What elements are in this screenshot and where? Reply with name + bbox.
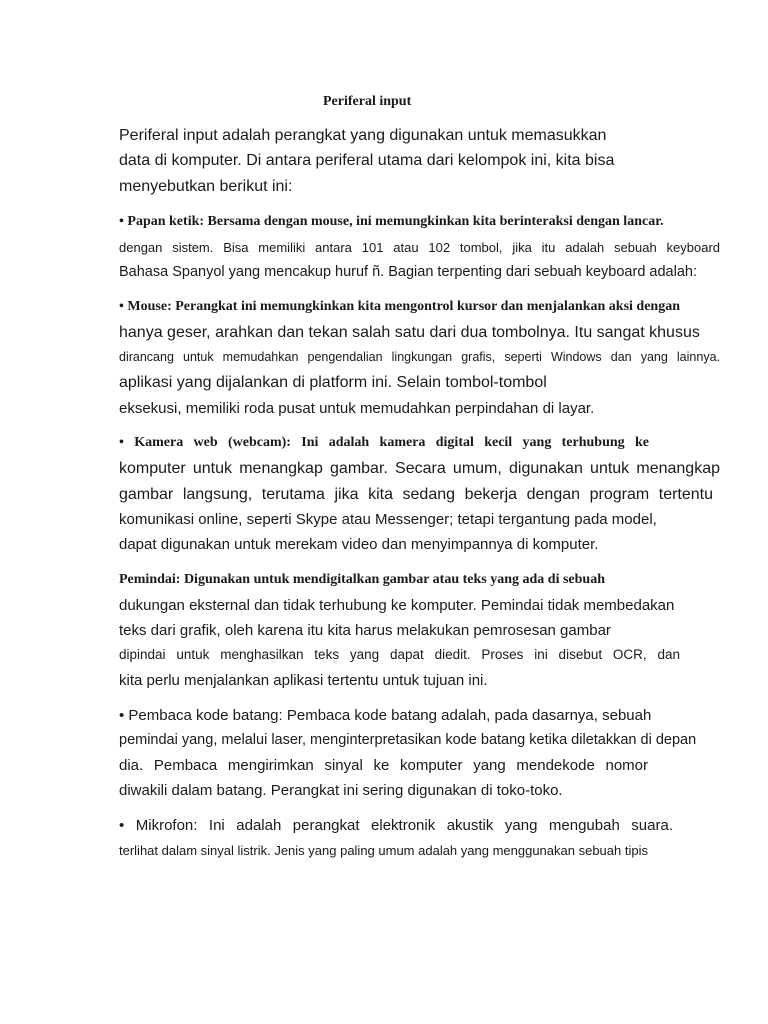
keyboard-heading: • Papan ketik: Bersama dengan mouse, ini memungkinkan kita berinteraksi dengan lancar. <box>119 214 664 229</box>
microphone-heading: • Mikrofon: Ini adalah perangkat elektronik akustik yang mengubah suara. <box>119 817 673 834</box>
microphone-line-2: terlihat dalam sinyal listrik. Jenis yang paling umum adalah yang menggunakan sebuah tipis <box>119 843 648 858</box>
scanner-line-4: dipindai untuk menghasilkan teks yang dapat diedit. Proses ini disebut OCR, dan <box>119 647 680 662</box>
page-title: Periferal input <box>323 94 412 109</box>
keyboard-line-2: dengan sistem. Bisa memiliki antara 101 atau 102 tombol, jika itu adalah sebuah keyboard <box>119 240 720 255</box>
mouse-line-2: hanya geser, arahkan dan tekan salah satu dari dua tombolnya. Itu sangat khusus <box>119 324 700 341</box>
webcam-heading: • Kamera web (webcam): Ini adalah kamera digital kecil yang terhubung ke <box>119 435 649 450</box>
barcode-line-3: dia. Pembaca mengirimkan sinyal ke komputer yang mendekode nomor <box>119 757 648 774</box>
mouse-line-5: eksekusi, memiliki roda pusat untuk memudahkan perpindahan di layar. <box>119 400 595 417</box>
keyboard-line-3: Bahasa Spanyol yang mencakup huruf ñ. Bagian terpenting dari sebuah keyboard adalah: <box>119 264 697 280</box>
webcam-line-4: komunikasi online, seperti Skype atau Messenger; tetapi tergantung pada model, <box>119 511 657 528</box>
intro-line-2: data di komputer. Di antara periferal utama dari kelompok ini, kita bisa <box>119 152 615 169</box>
webcam-line-2: komputer untuk menangkap gambar. Secara umum, digunakan untuk menangkap <box>119 460 720 477</box>
barcode-line-2: pemindai yang, melalui laser, menginterpretasikan kode batang ketika diletakkan di depan <box>119 732 697 748</box>
scanner-line-3: teks dari grafik, oleh karena itu kita harus melakukan pemrosesan gambar <box>119 622 611 639</box>
mouse-line-3: dirancang untuk memudahkan pengendalian lingkungan grafis, seperti Windows dan yang lainnya. <box>119 350 720 364</box>
scanner-line-2: dukungan eksternal dan tidak terhubung ke komputer. Pemindai tidak membedakan <box>119 597 675 614</box>
barcode-line-4: diwakili dalam batang. Perangkat ini sering digunakan di toko-toko. <box>119 782 563 799</box>
mouse-heading: • Mouse: Perangkat ini memungkinkan kita mengontrol kursor dan menjalankan aksi dengan <box>119 299 680 314</box>
scanner-heading: Pemindai: Digunakan untuk mendigitalkan gambar atau teks yang ada di sebuah <box>119 572 605 587</box>
barcode-heading: • Pembaca kode batang: Pembaca kode batang adalah, pada dasarnya, sebuah <box>119 707 652 724</box>
intro-line-1: Periferal input adalah perangkat yang digunakan untuk memasukkan <box>119 127 607 144</box>
webcam-line-3: gambar langsung, terutama jika kita sedang bekerja dengan program tertentu <box>119 486 713 503</box>
mouse-line-4: aplikasi yang dijalankan di platform ini. Selain tombol-tombol <box>119 374 547 391</box>
scanner-line-5: kita perlu menjalankan aplikasi tertentu untuk tujuan ini. <box>119 672 488 689</box>
webcam-line-5: dapat digunakan untuk merekam video dan menyimpannya di komputer. <box>119 536 599 553</box>
intro-line-3: menyebutkan berikut ini: <box>119 178 293 195</box>
